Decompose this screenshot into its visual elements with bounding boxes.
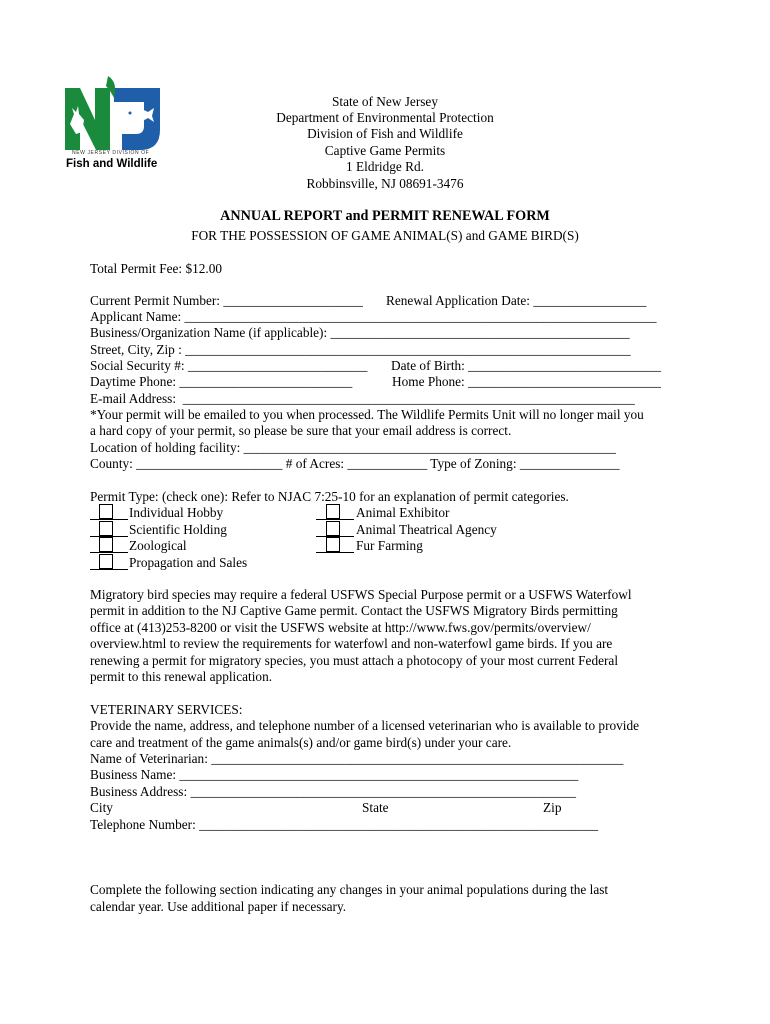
checkbox-fur-farming[interactable] — [326, 537, 340, 552]
vet-heading: VETERINARY SERVICES: — [90, 702, 243, 717]
closing-line-2: calendar year. Use additional paper if necessary. — [90, 899, 347, 914]
form-title: ANNUAL REPORT and PERMIT RENEWAL FORM — [220, 208, 550, 224]
permit-option-zoological: Zoological — [129, 538, 187, 553]
vet-state-label: State — [362, 800, 389, 815]
checkbox-zoological[interactable] — [99, 537, 113, 552]
migratory-line-4: overview.html to review the requirements for waterfowl and non-waterfowl game birds. If you are — [90, 636, 613, 651]
email-field[interactable]: E-mail Address: ____________________________________________________________________ — [90, 391, 635, 406]
permit-option-propagation-sales: Propagation and Sales — [129, 555, 248, 570]
street-field[interactable]: Street, City, Zip : ___________________________________________________________________ — [90, 342, 631, 357]
migratory-line-5: renewing a permit for migratory species, you must attach a photocopy of your most current Federal — [90, 653, 619, 668]
address-line-6: Robbinsville, NJ 08691-3476 — [306, 176, 464, 191]
address-line-1: State of New Jersey — [332, 94, 438, 109]
vet-desc-line-1: Provide the name, address, and telephone number of a licensed veterinarian who is available to provide — [90, 718, 640, 733]
checkbox-scientific-holding[interactable] — [99, 521, 113, 536]
dob-field[interactable]: Date of Birth: _____________________________ — [391, 358, 661, 373]
checkbox-individual-hobby[interactable] — [99, 504, 113, 519]
renewal-date-field[interactable]: Renewal Application Date: _________________ — [386, 293, 647, 308]
checkbox-animal-exhibitor[interactable] — [326, 504, 340, 519]
logo-caption: Fish and Wildlife — [66, 158, 158, 170]
permit-option-scientific-holding: Scientific Holding — [129, 522, 227, 537]
applicant-name-field[interactable]: Applicant Name: _______________________________________________________________________ — [90, 309, 657, 324]
closing-line-1: Complete the following section indicating any changes in your animal populations during the last — [90, 882, 609, 897]
checkbox-propagation-sales[interactable] — [99, 554, 113, 569]
logo-small-text: NEW JERSEY DIVISION OF — [72, 150, 150, 156]
migratory-line-6: permit to this renewal application. — [90, 669, 273, 684]
migratory-line-3: office at (413)253-8200 or visit the USFWS website at http://www.fws.gov/permits/overview/ — [90, 620, 591, 635]
county-acres-zoning-field[interactable]: County: ______________________ # of Acres: ____________ Type of Zoning: _______________ — [90, 456, 620, 471]
home-phone-field[interactable]: Home Phone: _____________________________ — [392, 374, 661, 389]
checkbox-underline — [90, 552, 128, 553]
permit-option-animal-theatrical: Animal Theatrical Agency — [356, 522, 497, 537]
permit-option-animal-exhibitor: Animal Exhibitor — [356, 505, 450, 520]
address-line-5: 1 Eldridge Rd. — [346, 159, 424, 174]
vet-business-field[interactable]: Business Name: ____________________________________________________________ — [90, 767, 579, 782]
checkbox-underline — [316, 519, 354, 520]
holding-facility-field[interactable]: Location of holding facility: ________________________________________________________ — [90, 440, 616, 455]
vet-name-field[interactable]: Name of Veterinarian: ______________________________________________________________ — [90, 751, 624, 766]
form-subtitle: FOR THE POSSESSION OF GAME ANIMAL(S) and GAME BIRD(S) — [191, 228, 579, 243]
daytime-phone-field[interactable]: Daytime Phone: __________________________ — [90, 374, 353, 389]
migratory-line-2: permit in addition to the NJ Captive Game permit. Contact the USFWS Migratory Birds permitting — [90, 603, 618, 618]
permit-option-individual-hobby: Individual Hobby — [129, 505, 224, 520]
permit-fee: Total Permit Fee: $12.00 — [90, 261, 223, 276]
vet-zip-label: Zip — [543, 800, 562, 815]
address-line-3: Division of Fish and Wildlife — [307, 126, 463, 141]
email-note-line-1: *Your permit will be emailed to you when processed. The Wildlife Permits Unit will no longer mail you — [90, 407, 644, 422]
migratory-line-1: Migratory bird species may require a federal USFWS Special Purpose permit or a USFWS Waterfowl — [90, 587, 632, 602]
checkbox-animal-theatrical[interactable] — [326, 521, 340, 536]
business-name-field[interactable]: Business/Organization Name (if applicable): _____________________________________________ — [90, 325, 630, 340]
permit-type-heading: Permit Type: (check one): Refer to NJAC 7:25-10 for an explanation of permit categories. — [90, 489, 569, 504]
checkbox-underline — [90, 519, 128, 520]
vet-address-field[interactable]: Business Address: __________________________________________________________ — [90, 784, 577, 799]
current-permit-field[interactable]: Current Permit Number: _____________________ — [90, 293, 363, 308]
address-line-4: Captive Game Permits — [324, 143, 446, 158]
email-note-line-2: a hard copy of your permit, so please be sure that your email address is correct. — [90, 423, 512, 438]
vet-city-label: City — [90, 800, 113, 815]
permit-option-fur-farming: Fur Farming — [356, 538, 423, 553]
vet-desc-line-2: care and treatment of the game animals(s) and/or game bird(s) under your care. — [90, 735, 512, 750]
vet-phone-field[interactable]: Telephone Number: ____________________________________________________________ — [90, 817, 599, 832]
ssn-field[interactable]: Social Security #: ___________________________ — [90, 358, 368, 373]
checkbox-underline — [316, 552, 354, 553]
checkbox-underline — [90, 569, 128, 570]
address-line-2: Department of Environmental Protection — [276, 110, 494, 125]
